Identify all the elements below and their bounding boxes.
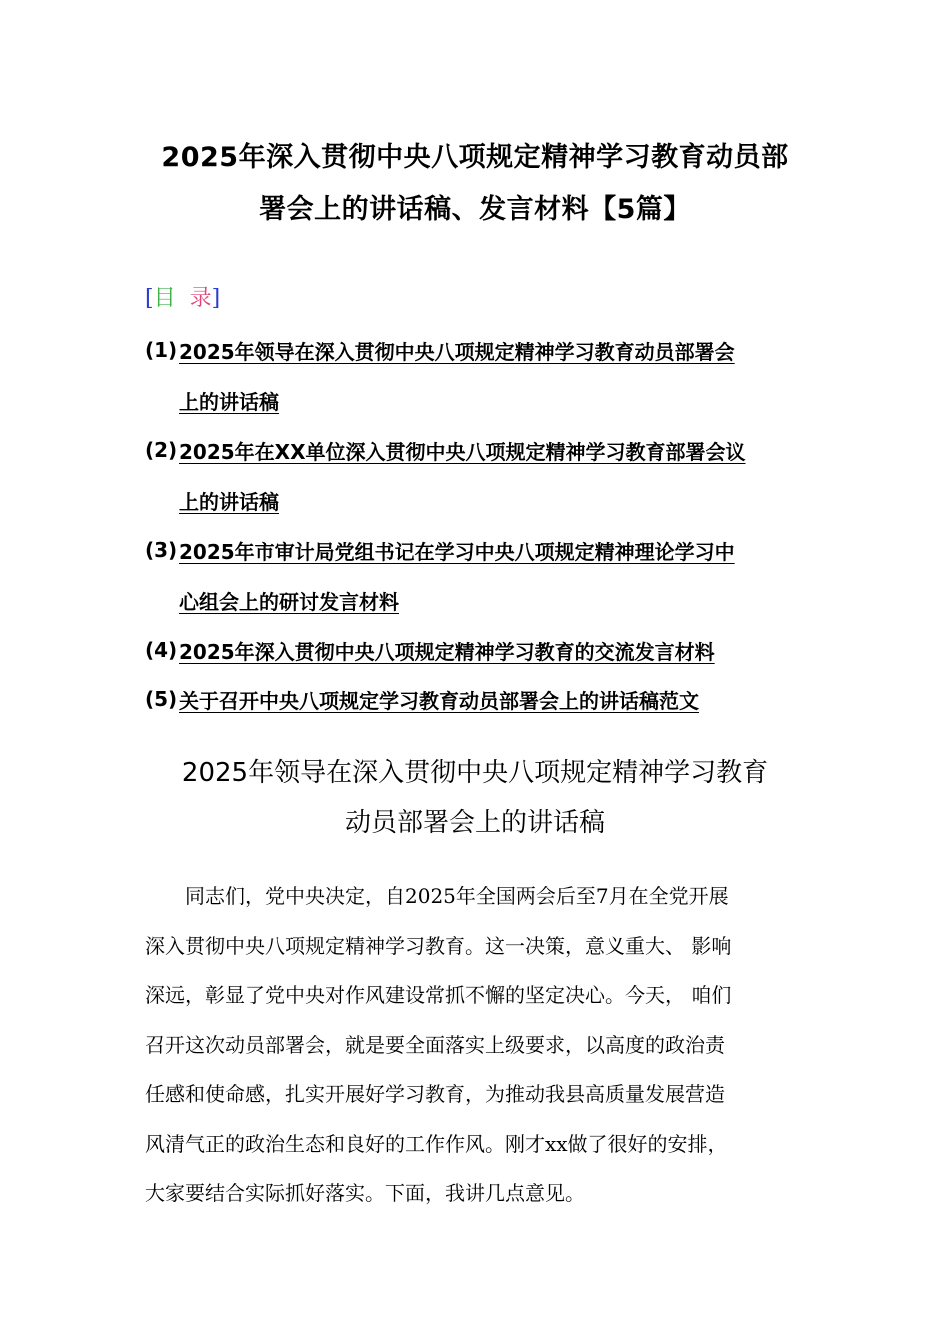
toc-heading-close-bracket: ] <box>211 286 221 311</box>
toc-item-1[interactable] <box>145 325 815 425</box>
toc-item-2[interactable] <box>145 425 815 525</box>
section-title <box>130 748 820 848</box>
document-title-line-2: 署会上的讲话稿、发言材料【5篇】 <box>259 194 691 225</box>
document-title-line-1: 2025年深入贯彻中央八项规定精神学习教育动员部 <box>161 142 789 173</box>
toc-item-number: (4) <box>145 638 178 662</box>
toc-item-3[interactable] <box>145 525 815 625</box>
toc-item-number: (2) <box>145 438 178 462</box>
paragraph-line: 召开这次动员部署会，就是要全面落实上级要求，以高度的政治责 <box>145 1032 725 1057</box>
toc-heading-char-mu: 目 <box>153 286 176 311</box>
paragraph-line: 同志们，党中央决定，自2025年全国两会后至7月在全党开展 <box>185 884 729 908</box>
paragraph-line: 大家要结合实际抓好落实。下面，我讲几点意见。 <box>145 1181 585 1205</box>
body-paragraph <box>145 872 810 1219</box>
section-title-line-2: 动员部署会上的讲话稿 <box>344 808 605 838</box>
toc-item-number: (1) <box>145 338 178 362</box>
section-title-line-1: 2025年领导在深入贯彻中央八项规定精神学习教育 <box>181 758 769 788</box>
toc-heading-char-lu: 录 <box>189 286 212 311</box>
toc-link-line[interactable]: 2025年领导在深入贯彻中央八项规定精神学习教育动员部署会 <box>179 339 735 364</box>
paragraph-line: 深入贯彻中央八项规定精神学习教育。这一决策，意义重大、 影响 <box>145 933 732 958</box>
toc-item-number: (5) <box>145 687 178 711</box>
paragraph-line: 风清气正的政治生态和良好的工作作风。刚才xx做了很好的安排， <box>145 1131 728 1156</box>
toc-link-line[interactable]: 上的讲话稿 <box>179 389 279 414</box>
toc-link-line[interactable]: 2025年在XX单位深入贯彻中央八项规定精神学习教育部署会议 <box>179 439 746 464</box>
toc-link-line[interactable]: 2025年市审计局党组书记在学习中央八项规定精神理论学习中 <box>179 539 735 564</box>
document-title <box>130 132 820 236</box>
toc-link-line[interactable]: 关于召开中央八项规定学习教育动员部署会上的讲话稿范文 <box>179 688 699 713</box>
toc-item-number: (3) <box>145 538 178 562</box>
toc-link-line[interactable]: 上的讲话稿 <box>179 489 279 514</box>
paragraph-line: 任感和使命感，扎实开展好学习教育，为推动我县高质量发展营造 <box>145 1082 725 1106</box>
toc-item-5[interactable] <box>145 674 815 724</box>
toc-heading-open-bracket: [ <box>145 286 154 311</box>
toc-item-4[interactable] <box>145 625 815 675</box>
toc-link-line[interactable]: 2025年深入贯彻中央八项规定精神学习教育的交流发言材料 <box>179 639 715 664</box>
toc-heading <box>145 282 220 316</box>
paragraph-line: 深远，彰显了党中央对作风建设常抓不懈的坚定决心。今天， 咱们 <box>145 983 732 1007</box>
toc-link-line[interactable]: 心组会上的研讨发言材料 <box>179 589 399 614</box>
